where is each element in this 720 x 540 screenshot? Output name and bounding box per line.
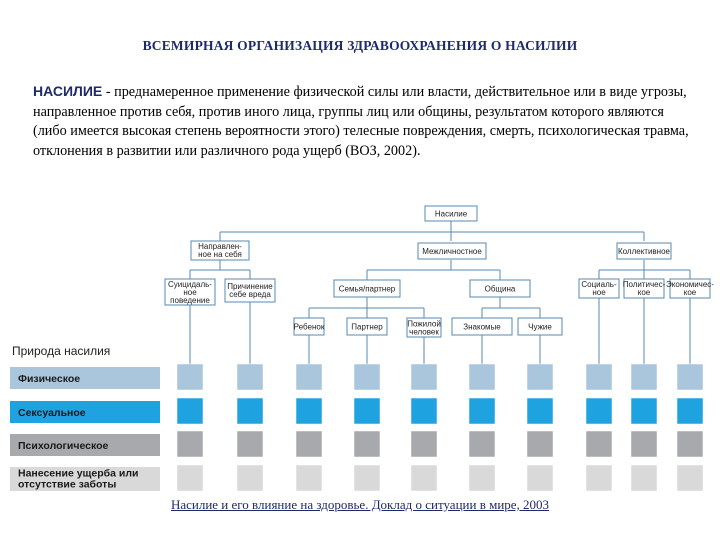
nature-cell-psychological xyxy=(677,431,703,457)
nature-cell-psychological xyxy=(177,431,203,457)
nature-cell-physical xyxy=(411,364,437,390)
node-root-label: Насилие xyxy=(434,209,468,219)
node-interpersonal-label: Межличностное xyxy=(422,247,482,256)
node-interpersonal xyxy=(418,243,486,259)
nature-cell-physical xyxy=(469,364,495,390)
node-community-label: Община xyxy=(484,284,516,294)
nature-cell-neglect xyxy=(631,465,657,491)
nature-cell-sexual xyxy=(631,398,657,424)
nature-cell-physical xyxy=(677,364,703,390)
nature-label-neglect-line2: отсутствие заботы xyxy=(18,478,117,491)
nature-cell-sexual xyxy=(677,398,703,424)
source-link[interactable]: Насилие и его влияние на здоровье. Доклад о ситуации в мире, 2003 xyxy=(170,497,550,512)
nature-cell-physical xyxy=(177,364,203,390)
node-self-directed xyxy=(191,241,249,260)
node-elderly xyxy=(407,318,441,337)
node-elderly-label-line: человек xyxy=(409,327,439,337)
node-economic xyxy=(666,279,714,298)
node-family xyxy=(334,280,400,297)
node-acquaintance-label: Знакомые xyxy=(463,322,501,332)
nature-cell-psychological xyxy=(469,431,495,457)
node-elderly-label-line: Пожилой xyxy=(407,319,441,329)
nature-cell-sexual xyxy=(296,398,322,424)
node-self-directed-label xyxy=(198,242,242,259)
node-self-harm-label-line: себе вреда xyxy=(229,290,271,299)
nature-cell-physical xyxy=(631,364,657,390)
node-suicidal-label-line: поведение xyxy=(170,296,210,305)
node-self-harm xyxy=(225,279,275,302)
nature-cell-physical xyxy=(527,364,553,390)
nature-cell-psychological xyxy=(237,431,263,457)
nature-row-physical xyxy=(10,367,160,389)
nature-cell-sexual xyxy=(237,398,263,424)
nature-cell-sexual xyxy=(469,398,495,424)
nature-cell-sexual xyxy=(527,398,553,424)
nature-cell-physical xyxy=(586,364,612,390)
node-root xyxy=(425,206,477,221)
node-suicidal-label-line: ное xyxy=(183,288,197,297)
node-self-harm-label-line: Причинение xyxy=(227,282,273,291)
nature-cell-physical xyxy=(237,364,263,390)
nature-cell-sexual xyxy=(411,398,437,424)
definition-term: НАСИЛИЕ xyxy=(33,83,103,99)
node-acquaintance xyxy=(452,318,512,335)
nature-cell-neglect xyxy=(469,465,495,491)
nature-row-psychological xyxy=(10,434,160,456)
nature-row-neglect xyxy=(10,467,160,491)
node-suicidal-label-line: Суицидаль- xyxy=(168,280,212,289)
nature-label-psychological: Психологическое xyxy=(18,440,109,452)
nature-row-sexual xyxy=(10,401,160,423)
nature-cell-neglect xyxy=(237,465,263,491)
nature-cell-psychological xyxy=(354,431,380,457)
node-social-label-line: ное xyxy=(592,288,606,297)
node-political xyxy=(623,279,666,298)
nature-cell-neglect xyxy=(411,465,437,491)
nature-cell-neglect xyxy=(677,465,703,491)
node-economic-label-line: Экономичес- xyxy=(666,280,714,289)
node-elderly-label xyxy=(407,320,441,337)
node-stranger xyxy=(518,318,562,335)
node-child-label: Ребенок xyxy=(293,322,325,332)
nature-cell-psychological xyxy=(586,431,612,457)
node-self-directed-label-line: ное на себя xyxy=(198,250,242,259)
nature-cell-neglect xyxy=(586,465,612,491)
node-collective xyxy=(617,243,671,259)
node-political-label-line: Политичес- xyxy=(622,280,666,289)
node-self-directed-label-line: Направлен- xyxy=(198,242,242,251)
node-collective-label: Коллективное xyxy=(617,247,671,256)
nature-cell-sexual xyxy=(354,398,380,424)
nature-cell-psychological xyxy=(411,431,437,457)
nature-cell-neglect xyxy=(527,465,553,491)
node-political-label-line: кое xyxy=(637,288,651,297)
nature-cell-neglect xyxy=(296,465,322,491)
nature-cell-sexual xyxy=(586,398,612,424)
nature-cell-psychological xyxy=(631,431,657,457)
nature-cell-psychological xyxy=(296,431,322,457)
nature-label-neglect-line1: Нанесение ущерба или xyxy=(18,467,139,480)
node-partner xyxy=(347,318,387,335)
nature-cell-psychological xyxy=(527,431,553,457)
nature-label-physical: Физическое xyxy=(18,373,81,385)
node-social xyxy=(579,279,619,298)
page-title: ВСЕМИРНАЯ ОРГАНИЗАЦИЯ ЗДРАВООХРАНЕНИЯ О НАСИЛИИ xyxy=(142,38,578,53)
nature-cell-physical xyxy=(354,364,380,390)
nature-cell-neglect xyxy=(177,465,203,491)
node-self-harm-label xyxy=(227,282,273,299)
node-suicidal xyxy=(165,279,215,305)
nature-cell-physical xyxy=(296,364,322,390)
nature-cell-neglect xyxy=(354,465,380,491)
node-family-label: Семья/партнер xyxy=(338,284,396,294)
node-child xyxy=(294,318,325,335)
node-social-label-line: Социаль- xyxy=(581,280,617,289)
nature-cells xyxy=(177,364,703,491)
nature-cell-sexual xyxy=(177,398,203,424)
node-stranger-label: Чужие xyxy=(528,322,552,332)
node-partner-label: Партнер xyxy=(351,322,383,332)
node-community xyxy=(470,280,530,297)
node-economic-label-line: кое xyxy=(683,288,697,297)
definition-text: - преднамеренное применение физической силы или власти, действительное или в виде угрозы, направленное против себя, против иного лица, группы лиц или общины, результатом которого являются (либо имеется высокая степень вероятности этого) телесные повреждения, смерть, психологическая травма, отклонения в развитии или различного рода ущерб (ВОЗ, 2002). xyxy=(33,84,689,159)
nature-label-sexual: Сексуальное xyxy=(18,407,86,419)
nature-title: Природа насилия xyxy=(12,344,111,358)
